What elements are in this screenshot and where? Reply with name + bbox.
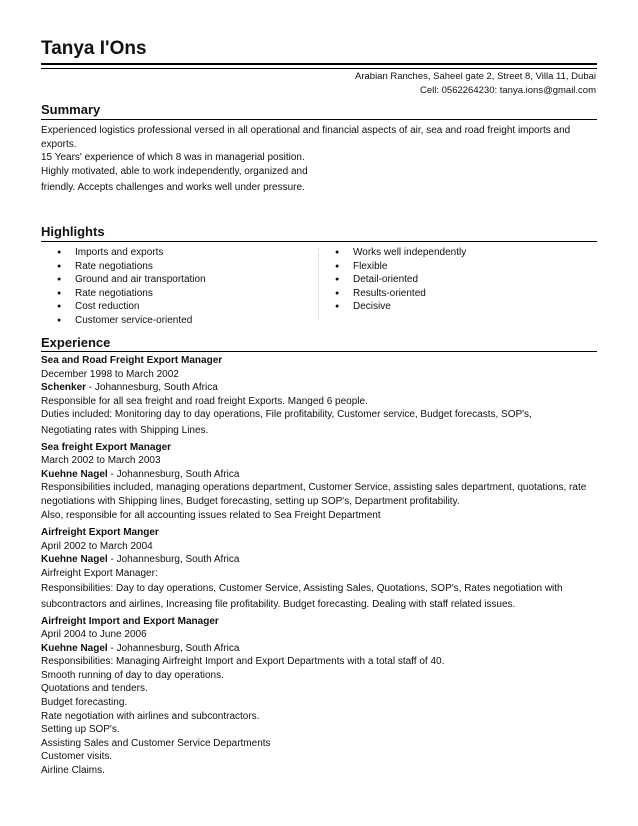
job-entry: [41, 615, 597, 778]
job-title: Sea freight Export Manager: [41, 441, 172, 453]
job-line: Airfreight Export Manager:: [41, 567, 158, 579]
experience-heading: Experience: [41, 335, 111, 350]
job-dates: April 2002 to March 2004: [41, 540, 153, 552]
job-dates: March 2002 to March 2003: [41, 455, 161, 467]
highlights-column-divider: [318, 248, 319, 320]
summary-text: [41, 124, 597, 195]
summary-divider: [41, 119, 597, 120]
job-employer: [41, 642, 597, 656]
job-employer: [41, 553, 597, 567]
job-company: Kuehne Nagel: [41, 642, 108, 654]
job-line: Rate negotiation with airlines and subcontractors.: [41, 710, 260, 722]
job-employer: [41, 381, 597, 395]
job-entry: [41, 354, 597, 438]
job-line: Customer visits.: [41, 751, 113, 763]
contact-block: [355, 70, 596, 98]
job-line: Negotiating rates with Shipping Lines.: [41, 424, 209, 436]
experience-list: [41, 354, 597, 778]
summary-line: Highly motivated, able to work independently, organized and: [41, 165, 308, 177]
summary-line: Experienced logistics professional versed in all operational and financial aspects of air, sea and road freight imports and exports.: [41, 125, 571, 150]
highlight-item: ● Flexible: [335, 260, 466, 274]
job-line: Responsibilities: Managing Airfreight Import and Export Departments with a total staff of 40.: [41, 656, 445, 668]
highlights-divider: [41, 241, 597, 242]
highlight-item: ● Detail-oriented: [335, 273, 466, 287]
highlight-item: ● Cost reduction: [57, 300, 206, 314]
job-line: Airline Claims.: [41, 765, 105, 777]
summary-heading: Summary: [41, 102, 101, 117]
job-line: Duties included: Monitoring day to day operations, File profitability, Customer service, Budget forecasts, SOP's,: [41, 409, 532, 421]
job-line: Responsibilities included, managing operations department, Customer Service, assisting sales department, quotations, rate negotiations with Shipping lines, Budget forecasting, setting up SOP's, Department profitability.: [41, 482, 587, 507]
contact-phone-email: Cell: 0562264230: tanya.ions@gmail.com: [420, 85, 596, 96]
job-location: - Johannesburg, South Africa: [107, 554, 240, 566]
job-company: Kuehne Nagel: [41, 468, 108, 480]
job-title: Airfreight Import and Export Manager: [41, 615, 219, 627]
job-line: Responsibilities: Day to day operations, Customer Service, Assisting Sales, Quotations, SOP's, Rates negotiation with subcontractors and airlines, Increasing file profitability. Budget forecasting. Dealing with staff related issues.: [41, 582, 563, 610]
contact-address: Arabian Ranches, Saheel gate 2, Street 8, Villa 11, Dubai: [355, 71, 596, 82]
job-line: Responsible for all sea freight and road freight Exports. Manged 6 people.: [41, 395, 368, 407]
job-line: Quotations and tenders.: [41, 683, 148, 695]
job-employer: [41, 468, 597, 482]
candidate-name: Tanya I'Ons: [41, 38, 147, 59]
highlight-item: ● Ground and air transportation: [57, 273, 206, 287]
experience-divider: [41, 351, 597, 352]
job-title: Sea and Road Freight Export Manager: [41, 355, 223, 366]
highlight-item: ● Rate negotiations: [57, 260, 206, 274]
job-location: - Johannesburg, South Africa: [107, 642, 240, 654]
job-line: Smooth running of day to day operations.: [41, 669, 224, 681]
job-company: Schenker: [41, 382, 87, 394]
job-location: - Johannesburg, South Africa: [86, 382, 218, 394]
job-title: Airfreight Export Manger: [41, 527, 159, 539]
job-line: Setting up SOP's.: [41, 724, 120, 736]
summary-line: 15 Years' experience of which 8 was in managerial position.: [41, 152, 305, 164]
job-location: - Johannesburg, South Africa: [107, 468, 240, 480]
job-entry: [41, 441, 597, 523]
job-line: Also, responsible for all accounting issues related to Sea Freight Department: [41, 509, 381, 521]
highlight-item: ● Results-oriented: [335, 287, 466, 301]
job-line: Budget forecasting.: [41, 697, 128, 709]
header-divider: [41, 63, 597, 69]
job-line: Assisting Sales and Customer Service Departments: [41, 737, 271, 749]
highlights-heading: Highlights: [41, 224, 105, 239]
highlight-item: ● Imports and exports: [57, 246, 206, 260]
job-company: Kuehne Nagel: [41, 554, 108, 566]
highlights-left-list: [57, 246, 206, 328]
highlight-item: ● Decisive: [335, 300, 466, 314]
summary-line: friendly. Accepts challenges and works well under pressure.: [41, 182, 305, 194]
highlight-item: ● Rate negotiations: [57, 287, 206, 301]
job-dates: December 1998 to March 2002: [41, 368, 179, 380]
job-entry: [41, 526, 597, 612]
highlight-item: ● Customer service-oriented: [57, 314, 206, 328]
job-dates: April 2004 to June 2006: [41, 629, 147, 641]
highlight-item: ● Works well independently: [335, 246, 466, 260]
highlights-right-list: [335, 246, 466, 314]
